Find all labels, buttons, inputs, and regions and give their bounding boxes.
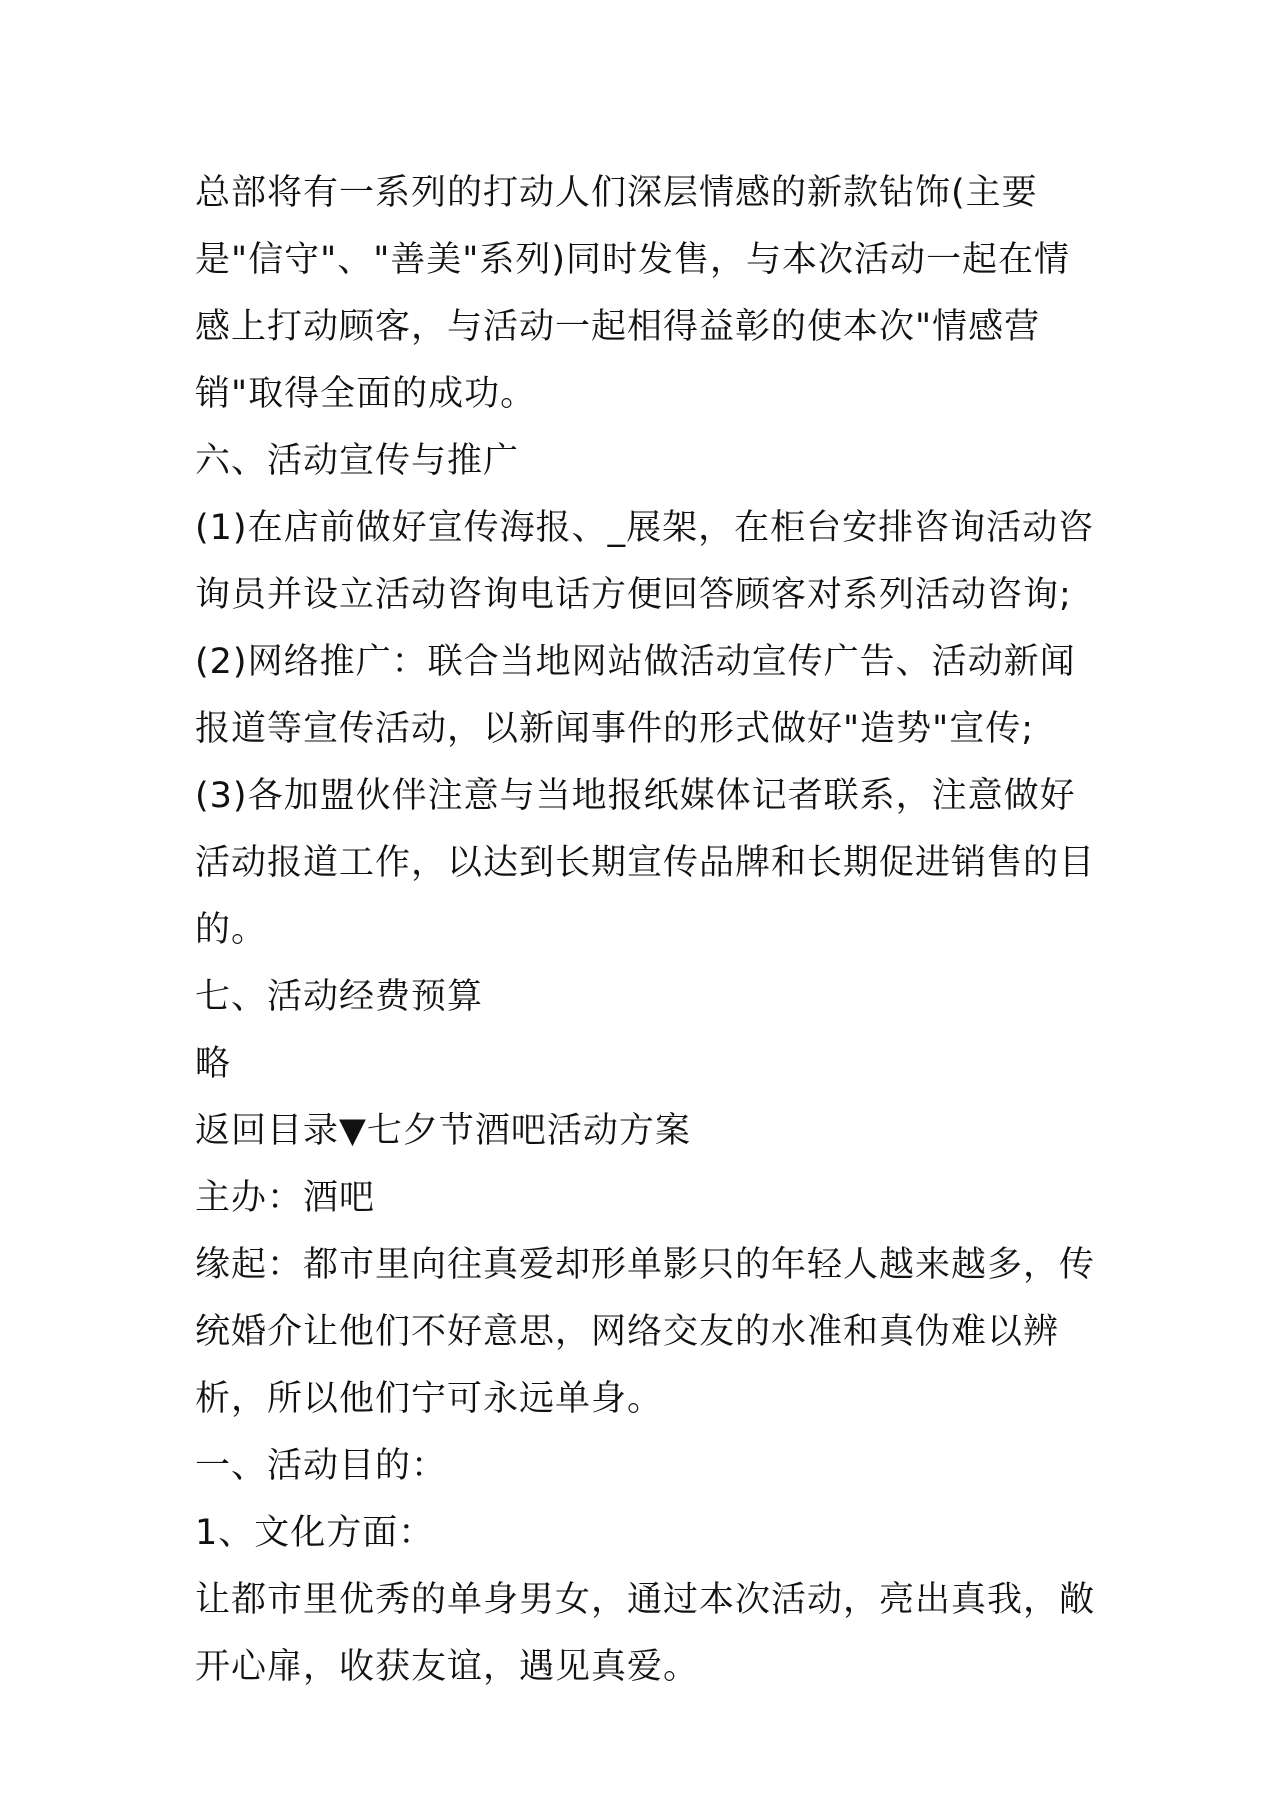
subheading-culture: 1、文化方面： [195,1513,435,1553]
section-heading-promotion: 六、活动宣传与推广 [195,441,520,481]
paragraph-organizer: 主办：酒吧 [195,1178,376,1218]
paragraph-online-promotion: (2)网络推广：联合当地网站做活动宣传广告、活动新闻报道等宣传活动，以新闻事件的形式做好"造势"宣传; [195,642,1076,749]
section-heading-budget: 七、活动经费预算 [195,977,484,1017]
paragraph-culture-goal: 让都市里优秀的单身男女，通过本次活动，亮出真我，敞开心扉，收获友谊，遇见真爱。 [195,1580,1096,1687]
paragraph-media-promotion: (3)各加盟伙伴注意与当地报纸媒体记者联系，注意做好活动报道工作，以达到长期宣传品牌和长期促进销售的目的。 [195,776,1096,950]
paragraph-product-launch: 总部将有一系列的打动人们深层情感的新款钻饰(主要是"信守"、"善美"系列)同时发售，与本次活动一起在情感上打动顾客，与活动一起相得益彰的使本次"情感营销"取得全面的成功。 [195,173,1071,414]
document-body [195,160,1095,1701]
section-heading-purpose: 一、活动目的： [195,1446,448,1486]
paragraph-store-promotion: (1)在店前做好宣传海报、_展架，在柜台安排咨询活动咨询员并设立活动咨询电话方便回答顾客对系列活动咨询; [195,508,1095,615]
paragraph-budget-omitted: 略 [195,1044,232,1084]
paragraph-background: 缘起：都市里向往真爱却形单影只的年轻人越来越多，传统婚介让他们不好意思，网络交友的水准和真伪难以辨析，所以他们宁可永远单身。 [195,1245,1096,1419]
paragraph-back-to-contents: 返回目录▼七夕节酒吧活动方案 [195,1111,691,1151]
